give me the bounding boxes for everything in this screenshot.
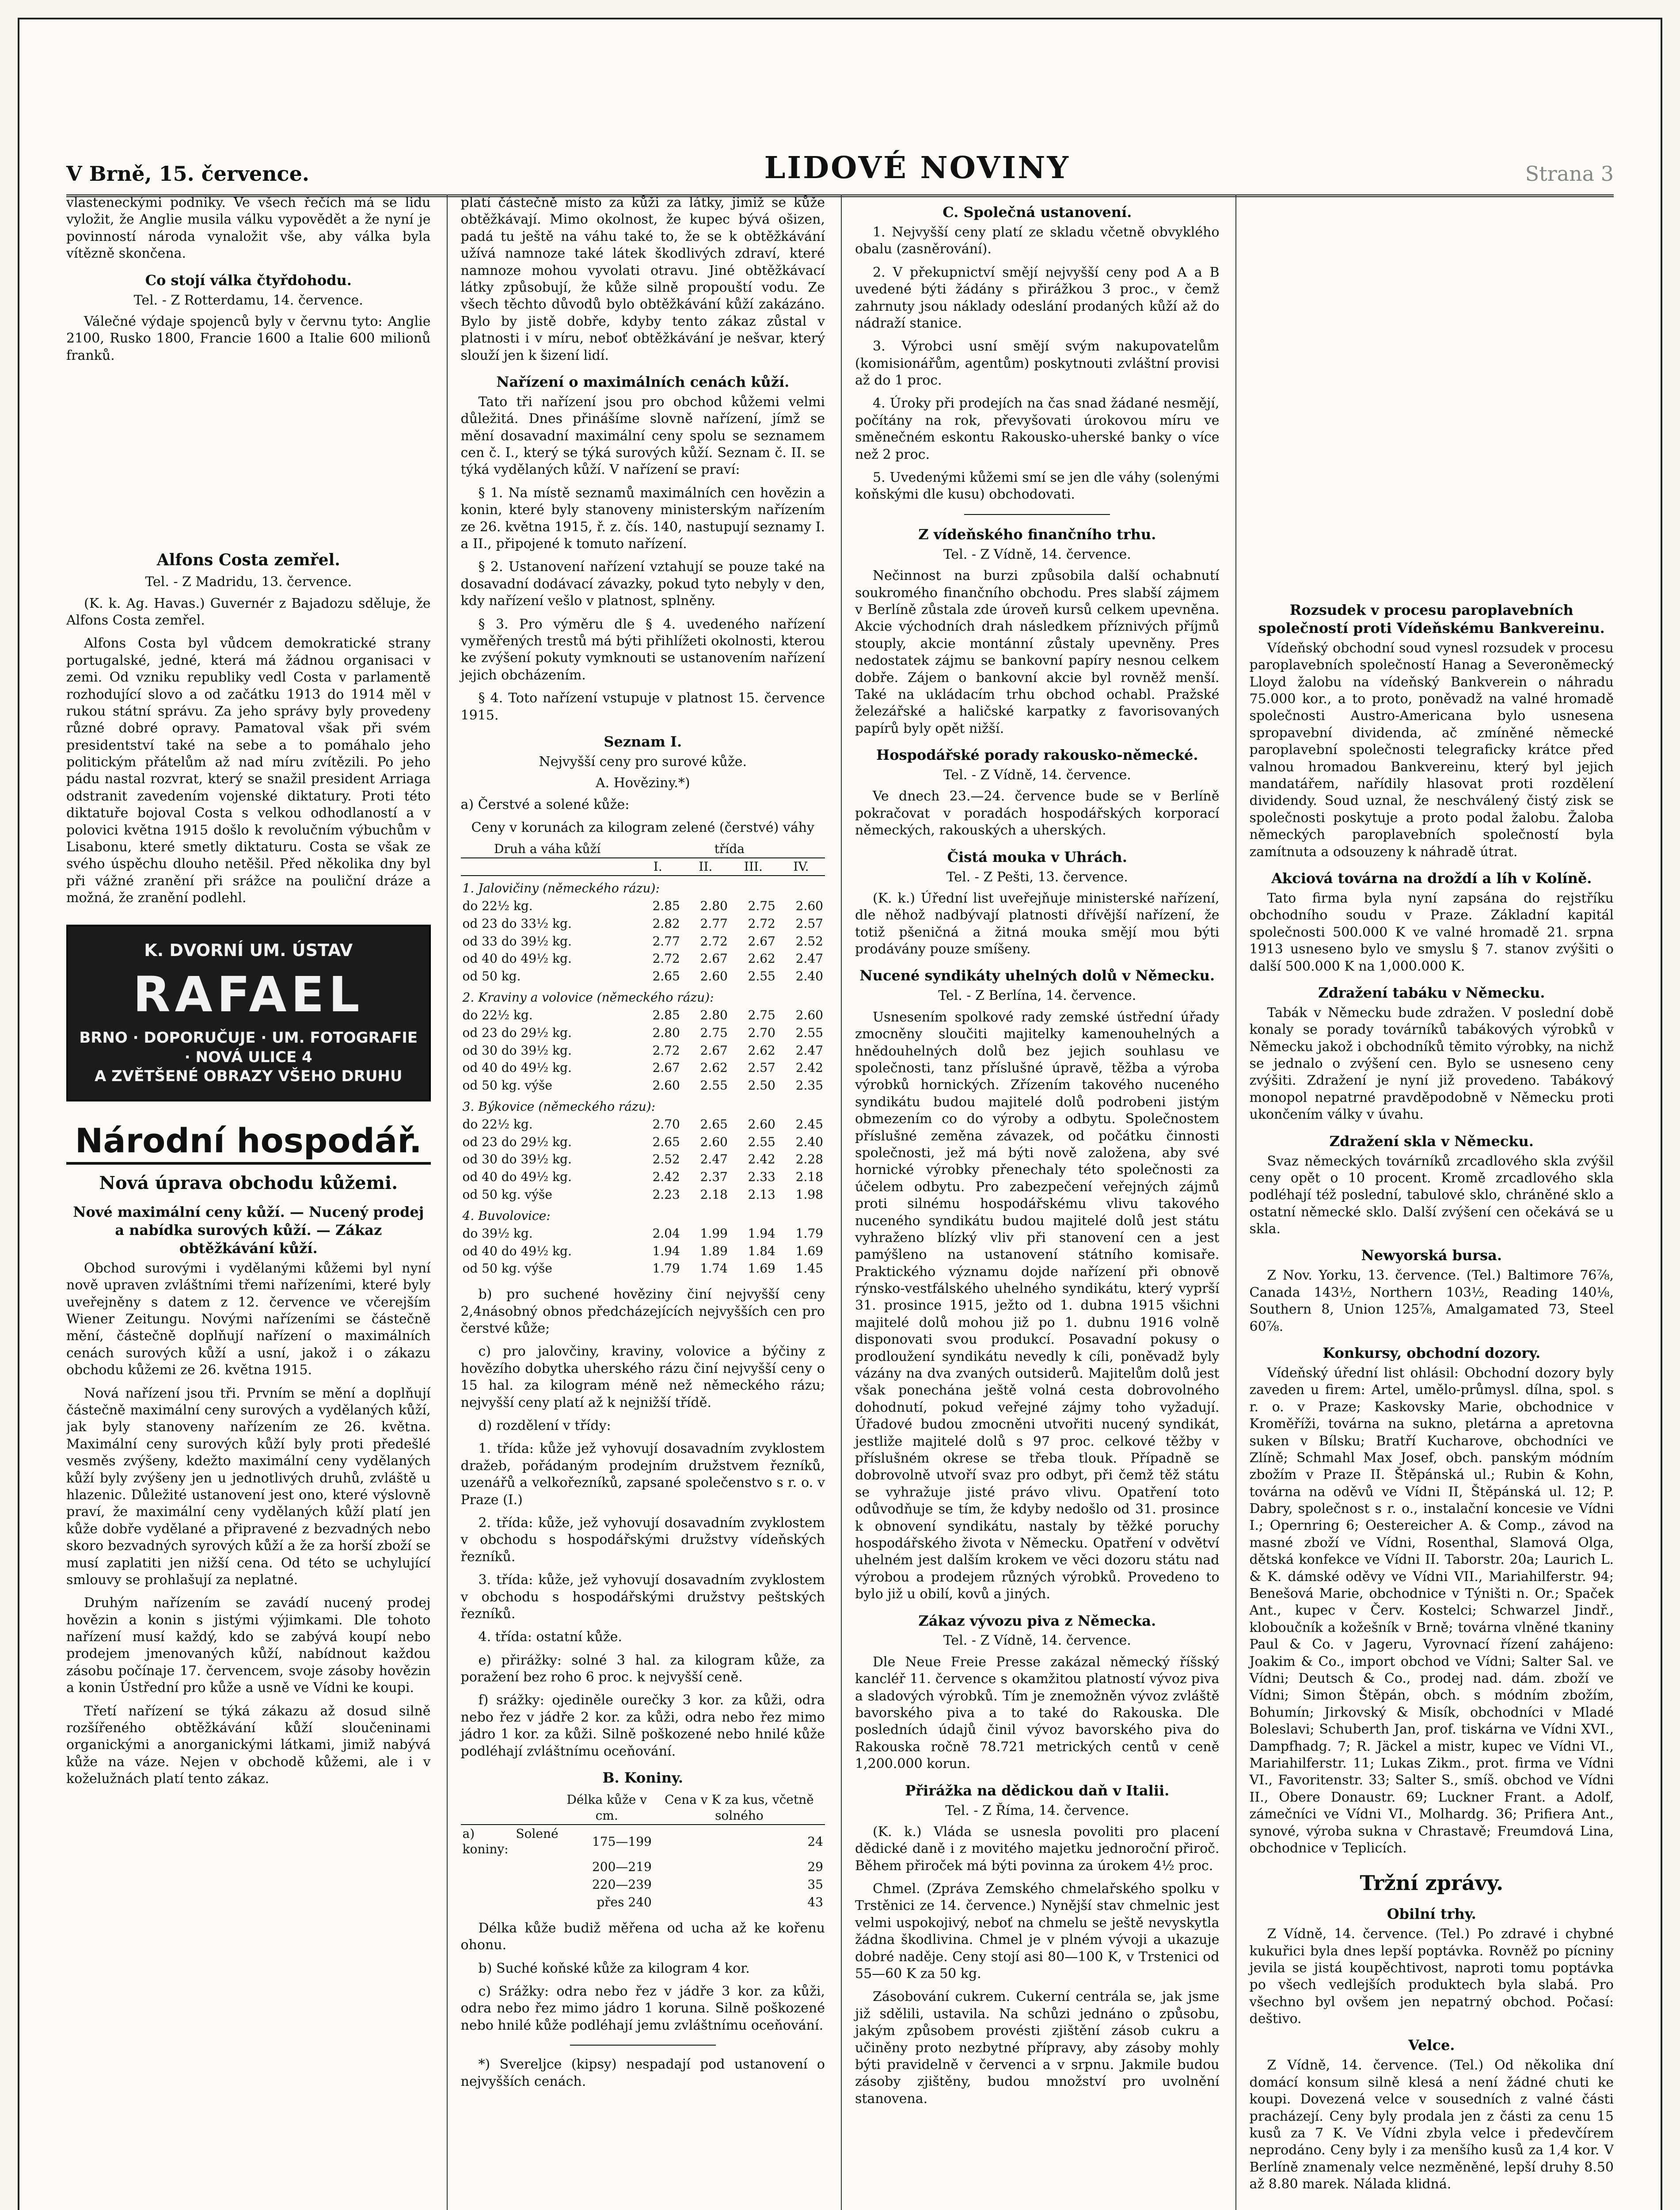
table-cell: 2.70 bbox=[748, 1025, 775, 1040]
table-cell: 2.42 bbox=[795, 1060, 823, 1075]
table-cell: 2.85 bbox=[652, 898, 680, 913]
table-cell: od 40 do 49½ kg. bbox=[462, 1060, 572, 1075]
article-headline: Nucené syndikáty uhelných dolů v Německu. bbox=[859, 967, 1215, 984]
table-cell: 2.42 bbox=[748, 1152, 775, 1167]
column-4 bbox=[1235, 194, 1614, 2210]
table-cell: 2.65 bbox=[652, 1134, 680, 1149]
table-row bbox=[461, 1825, 825, 1859]
article-text: Nečinnost na burzi způsobila další ochabnutí soukromého finančního obchodu. Pres slabší zájmem v Berlíně zůstala zde úroveň kursů celkem upevněna. Akcie východních drah následkem příznivých příjmů stouply, akcie montánní zůstaly upevněny. Pres nedostatek zájmu se bankovní papíry nesnou celkem dobře. Zájem o bankovní akcie byl rovněž menší. Také na ukládacím trhu obchod ochabl. Pražské železářské a haličské karpatky z favorisovaných papírů byly opět nižší. bbox=[855, 568, 1220, 736]
table-row bbox=[461, 897, 825, 915]
article-headline: Velce. bbox=[1408, 2037, 1455, 2054]
table-cell: 2.47 bbox=[700, 1152, 728, 1167]
table-cell: 2.40 bbox=[795, 1134, 823, 1149]
table-cell: 2.57 bbox=[748, 1060, 775, 1075]
article-subheadline: Nové maximální ceny kůží. — Nucený prodej a nabídka surových kůží. — Zákaz obtěžkávání kůží. bbox=[73, 1204, 424, 1257]
article-text: c) pro jalovčiny, kraviny, volovice a býčiny z hovězího dobytka uherského rázu činí nejvyšší ceny o 15 hal. za kilogram méně než německého rázu; nejvyšší ceny platí až k nejnižší třídě. bbox=[460, 1344, 825, 1410]
table-group-label: 2. Kraviny a volovice (německého rázu): bbox=[462, 990, 714, 1005]
table-cell: 2.62 bbox=[748, 1043, 775, 1058]
column-2 bbox=[447, 194, 825, 2210]
article-text: Z Nov. Yorku, 13. července. (Tel.) Baltimore 76⅞, Canada 143½, Northern 103½, Reading 140⅛, Southern 8, Union 125⅞, Amalgamated 73, Steel 60⅞. bbox=[1249, 1268, 1614, 1334]
newspaper-title: LIDOVÉ NOVINY bbox=[764, 150, 1070, 186]
table-cell: od 40 do 49½ kg. bbox=[462, 1170, 572, 1185]
table-cell: 43 bbox=[807, 1894, 823, 1909]
article-text: § 2. Ustanovení nařízení vztahují se pouze také na dosavadní dodávací závazky, pokud tyto nebyly v den, kdy nařízení vešlo v platnost, splněny. bbox=[460, 559, 825, 609]
article-text: Svaz německých továrníků zrcadlového skla zvýšil ceny opět o 10 procent. Kromě zrcadlového skla podléhají též poslední, tabulové sklo, chráněné sklo a ostatní německé sklo. Další zvýšení cen očekává se u skla. bbox=[1249, 1153, 1614, 1237]
table-cell: 2.70 bbox=[652, 1116, 680, 1132]
table-cell: 2.60 bbox=[700, 1134, 728, 1149]
article-dateline: Tel. - Z Madridu, 13. července. bbox=[145, 574, 352, 590]
article-headline: C. Společná ustanovení. bbox=[943, 204, 1132, 221]
table-cell: 2.35 bbox=[795, 1078, 823, 1093]
table-cell: 2.80 bbox=[700, 898, 728, 913]
table-row bbox=[461, 1059, 825, 1077]
article-dateline: Tel. - Z Vídně, 14. července. bbox=[943, 546, 1131, 562]
price-table bbox=[461, 841, 825, 1277]
article-text: Vídeňský obchodní soud vynesl rozsudek v procesu paroplavebních společností Hanag a Severoněmecký Lloyd žalobu na vídeňský Bankverein o náhradu 75.000 kor., a to proto, poněvadž na valné hromadě společnosti Austro-Americana bylo usnesena spropavební dividenda, ač zmíněné německé paroplavební společnosti telegraficky krátce před valnou hromadou Bankvereinu, který byl jejich mandatářem, nařídily hlasovat proti rozdělení dividendy. Soud uznal, že neschválený čistý zisk se společnosti poskytuje a proto podal žalobu. Žaloba německých paroplavebních společností byla zamítnuta a odsouzeny k náhradě útrat. bbox=[1249, 640, 1614, 860]
table-cell bbox=[461, 1858, 560, 1876]
table-cell bbox=[461, 1894, 560, 1911]
article-headline: Z vídeňského finančního trhu. bbox=[918, 526, 1156, 543]
article-text: 3. třída: kůže, jež vyhovují dosavadním zvyklostem v obchodu s hospodářskými družstvy peštských řezníků. bbox=[460, 1572, 825, 1622]
page-number: Strana 3 bbox=[1525, 162, 1614, 186]
article-text: 2. V překupnictví smějí nejvyšší ceny pod A a B uvedené býti žádány s přirážkou 3 proc., v čemž zahrnuty jsou náklady odeslání prodaných kůží až do nádraží stanice. bbox=[855, 264, 1220, 331]
article-continuation: platí částečně místo za kůži za látky, jimiž se kůže obtěžkávají. Mimo okolnost, že kupec bývá ošizen, padá tu ještě na váhu také to, že se k obtěžkávání užívá namnoze také látek škodlivých zdraví, které namnoze mohou vyvolati otravu. Jiné obtěžkávací látky způsobují, že kůže silně propouští vodu. Ze všech těchto důvodů bylo obtěžkávání kůží zakázáno. Bylo by jistě dobře, kdyby tento zákaz zůstal v platnosti i v míru, neboť obtěžkávání je nešvar, který slouží jen k šizení lidí. bbox=[460, 195, 825, 363]
article-dateline: Tel. - Z Vídně, 14. července. bbox=[943, 1633, 1131, 1649]
table-cell: od 50 kg. výše bbox=[462, 1187, 552, 1202]
column-gap bbox=[66, 370, 431, 538]
ad-brand: RAFAEL bbox=[133, 966, 364, 1023]
table-row bbox=[461, 1077, 825, 1094]
table-cell: 2.62 bbox=[700, 1060, 728, 1075]
table-row bbox=[461, 1260, 825, 1277]
table-cell: 2.67 bbox=[700, 1043, 728, 1058]
table-cell: 2.37 bbox=[700, 1170, 728, 1185]
article-text: § 4. Toto nařízení vstupuje v platnost 15. července 1915. bbox=[460, 690, 825, 723]
article-text: Z Vídně, 14. července. (Tel.) Od několika dní domácí konsum silně klesá a není žádné chuti ke koupi. Dovezená velce v sousedních z valné části pracházejí. Ceny byly prodala jen z části za cenu 15 kusů za 7 K. Ve Vídni zbyla velce i předevčírem neprodáno. Ceny byly i za menšího kusů za 1,4 kor. V Berlíně znamenaly velce nezměněné, lepší druhy 8.50 až 8.80 marek. Nálada klidná. bbox=[1249, 2058, 1614, 2192]
masthead bbox=[66, 133, 1614, 197]
table-cell: 2.67 bbox=[700, 951, 728, 966]
table-cell: 2.60 bbox=[748, 1116, 775, 1132]
table-cell: od 30 do 39½ kg. bbox=[462, 1152, 572, 1167]
table-cell: 2.77 bbox=[652, 934, 680, 949]
article-text: (K. k. Ag. Havas.) Guvernér z Bajadozu sděluje, že Alfons Costa zemřel. bbox=[66, 595, 431, 628]
table-cell: 2.47 bbox=[795, 1043, 823, 1058]
table-cell: 2.55 bbox=[748, 1134, 775, 1149]
article-text: § 3. Pro výměru dle § 4. uvedeného nařízení vyměřených trestů má býti přihlížeti okolnosti, kterou ke zvýšení pokuty vymknouti se ustanovením nařízení jejich obcházením. bbox=[460, 616, 825, 683]
table-cell: 2.18 bbox=[795, 1170, 823, 1185]
table-cell: 2.80 bbox=[652, 1025, 680, 1040]
table-cell: 2.52 bbox=[795, 934, 823, 949]
table-cell: 1.94 bbox=[748, 1226, 775, 1241]
table-cell: 2.72 bbox=[652, 951, 680, 966]
table-group-label: 3. Býkovice (německého rázu): bbox=[462, 1099, 656, 1114]
table-row bbox=[461, 1858, 825, 1876]
article-text: Usnesením spolkové rady zemské ústřední úřady zmocněny sloučiti majitelky kamenouhelných a hnědouhelných dolů bez jejich souhlasu ve společnosti, tanz příslušné úpravě, těžba a výroba výrobků hornických. Zřízením takového nuceného syndikátu budou majitelé dolů podrobeni jistým obmezením co do výroby a odbytu. Společnostem příslušné zeměna závazek, od počátku činnosti společnosti, jež má býti nově založena, aby své hornické výrobky přenechaly této společnosti za účelem odbytu. Pro zabezpečení veřejných zájmů proti silnému hospodářskému vlivu takového nuceného syndikátu budou majitelé dolů jest státu vyhraženo blízký vliv při stanovení cen a jest pamýšleno na ustanovení státního komisaře. Praktického významu dojde nařízení při obnově rýnsko-vestfálského uhelného syndikátu, který vyprší 31. prosince 1915, ježto od 1. dubna 1915 všichni majitelé dolů mohou již po 1. dubnu 1916 volně disponovati svou produkcí. Posavadní pokusy o prodloužení syndikátu nevedly k cíli, poněvadž byly vázány na dva zvaných outsiderů. Majitelům dolů jest však ponechána ještě volná cesta dobrovolného dohodnutí, pokud veřejné zájmy toho vyžadují. Úřadové budou zmocněni utvořiti nucený syndikát, jestliže majitelé dolů s 97 proc. celkové těžby v příslušném okrese se třeba tlouk. Případně se dobrovolně utvoří svaz pro odbyt, při čemž těž státu se vyhražuje jisté právo vlivu. Opatření toto odůvodňuje se tím, že kdyby nedošlo od 31. prosince k obnovení syndikátu, nastaly by těžké poruchy hospodářského života v Německu. Opatření v odvětví uhelném jest dalším krokem ve věci dozoru státu nad výrobou a prodejem různých výrobků. Provedeno to bylo již u obilí, kovů a jiných. bbox=[855, 1009, 1220, 1602]
table-cell: 2.67 bbox=[652, 1060, 680, 1075]
table-cell: 2.82 bbox=[652, 916, 680, 931]
table-cell: 200—219 bbox=[592, 1859, 652, 1875]
table-header: I. bbox=[634, 858, 682, 876]
table-cell: do 39½ kg. bbox=[462, 1226, 533, 1241]
table-cell bbox=[461, 1876, 560, 1894]
table-row bbox=[461, 1151, 825, 1168]
article-headline: Čistá mouka v Uhrách. bbox=[947, 848, 1127, 865]
section-heading: Tržní zprávy. bbox=[1360, 1871, 1504, 1895]
table-header: třída bbox=[634, 841, 825, 858]
article-text: Vídeňský úřední list ohlásil: Obchodní dozory byly zaveden u firem: Artel, umělo-průmysl. dílna, spol. s r. o. v Praze; Kaskovsky Marie, obchodnice v Kroměříži, továrna na sukno, pletárna a apretovna suken v Bílsku; Bratří Kucharove, obchodníci ve Zlíně; Schmahl Max Josef, obch. panským módním zbožím v Praze II. Štěpánská ul.; Rubin & Kohn, továrna na oděvů ve Vídni II, Štěpánská ul. 12; P. Dabry, společnost s r. o., instalační koncesie ve Vídni I.; Opernring 6; Oestereicher A. & Comp., závod na masné zboží ve Vídni, Rosenthal, Slamová Olga, dětská konfekce ve Vídni II. Taborstr. 20a; Laurich L. & K. dámské oděvy ve Vídni VII., Mariahilferstr. 94; Benešová Marie, obchodnice v Týništi n. Or.; Spaček Ant., kupec v Červ. Kostelci; Schwarzel Jindř., kloboučník a kožešník v Brně; továrna vlněné tkaniny Paul & Co. v Jageru, Vyrovnací řízení zahájeno: Joakim & Co., import obchod ve Vídni; Salter Sal. ve Vídni; Deutsch & Co., prodej nad. dám. zboží ve Vídni; Simon Štěpán, obch. s módním zbožím, Bohumín; Jirkovský & Misík, obchodníci v Mladé Boleslavi; Schuberth Jan, prof. tiskárna ve Vídni XVI., Dampfhadg. 7; R. Jäckel a mistr, kupec ve Vídni VI., Mariahilferstr. 11; Lukas Zikm., prot. firma ve Vídni VI., Favoritenstr. 33; Salter S., smíš. obchod ve Vídni II., Obere Donaustr. 69; Luckner Frant. a Adolf, zámečníci ve Vídni VI., Molhardg. 36; Prifiera Ant., synové, výroba sukna v Chrastavě; Freumdová Lina, obchodnice v Teplicích. bbox=[1249, 1365, 1614, 1856]
section-subheading: B. Koniny. bbox=[602, 1769, 684, 1787]
table-cell: 2.55 bbox=[700, 1078, 728, 1093]
table-cell: 2.18 bbox=[700, 1187, 728, 1202]
table-cell: 2.62 bbox=[748, 951, 775, 966]
article-headline: Přirážka na dědickou daň v Italii. bbox=[905, 1782, 1170, 1799]
ad-line: A ZVĚTŠENÉ OBRAZY VŠEHO DRUHU bbox=[95, 1067, 403, 1086]
article-headline: Nařízení o maximálních cenách kůží. bbox=[496, 373, 790, 390]
table-cell: 2.57 bbox=[795, 916, 823, 931]
table-cell: 1.45 bbox=[795, 1261, 823, 1276]
table-cell: 2.47 bbox=[795, 951, 823, 966]
table-cell: 2.55 bbox=[748, 969, 775, 984]
table-row bbox=[461, 1225, 825, 1242]
table-cell: od 23 do 29½ kg. bbox=[462, 1134, 572, 1149]
table-cell: od 50 kg. bbox=[462, 969, 521, 984]
table-group-label: 1. Jalovičiny (německého rázu): bbox=[462, 881, 660, 896]
article-headline: Nová úprava obchodu kůžemi. bbox=[99, 1172, 398, 1193]
table-cell: do 22½ kg. bbox=[462, 898, 533, 913]
table-row bbox=[461, 1186, 825, 1204]
table-cell: 1.69 bbox=[748, 1261, 775, 1276]
table-cell: od 23 do 29½ kg. bbox=[462, 1025, 572, 1040]
table-cell: 2.75 bbox=[748, 898, 775, 913]
table-cell: 2.85 bbox=[652, 1007, 680, 1022]
section-heading: Národní hospodář. bbox=[66, 1119, 431, 1165]
table-row bbox=[461, 1242, 825, 1260]
article-text: Tato tři nařízení jsou pro obchod kůžemi velmi důležitá. Dnes přinášíme slovně nařízení, jímž se mění dosavadní maximální ceny spolu se seznamem cen č. I., který se týká surových kůží. Seznam č. II. se týká vydělaných kůží. V nařízení se praví: bbox=[460, 394, 825, 478]
table-cell: od 33 do 39½ kg. bbox=[462, 934, 572, 949]
table-cell: 2.72 bbox=[748, 916, 775, 931]
article-text: Ve dnech 23.—24. července bude se v Berlíně pokračovat v poradách hospodářských korporací německých, rakouských a uherských. bbox=[855, 789, 1220, 838]
list-subheadline: Nejvyšší ceny pro surové kůže. bbox=[539, 754, 747, 770]
article-headline: Hospodářské porady rakousko-německé. bbox=[876, 747, 1198, 764]
ad-line: K. DVORNÍ UM. ÚSTAV bbox=[144, 940, 353, 960]
table-row bbox=[461, 968, 825, 985]
table-cell: 1.89 bbox=[700, 1243, 728, 1258]
table-cell: do 22½ kg. bbox=[462, 1116, 533, 1132]
article-headline: Zdražení tabáku v Německu. bbox=[1318, 984, 1545, 1001]
article-text: Chmel. (Zpráva Zemského chmelařského spolku v Trstěnici ze 14. července.) Nynější stav chmelnic jest velmi uspokojivý, neboť na chmelu se ještě nevyskytla žádna škodlivina. Chmel je v plném vývoji a ukazuje dobré naděje. Ceny stojí asi 80—100 K, v Trstenici od 55—60 K za 50 kg. bbox=[855, 1881, 1220, 1982]
article-text: § 1. Na místě seznamů maximálních cen hovězin a konin, které byly stanoveny ministerským nařízením ze 26. května 1915, ř. z. čís. 140, nastupují seznamy I. a II., připojené k tomuto nařízení. bbox=[460, 485, 825, 552]
table-cell: 2.65 bbox=[652, 969, 680, 984]
divider bbox=[570, 2045, 716, 2046]
table-caption: Ceny v korunách za kilogram zelené (čerstvé) váhy bbox=[471, 820, 814, 836]
article-text: Dle Neue Freie Presse zakázal německý říšský kancléř 11. července s okamžitou platností vývoz piva a sladových výrobků. Tím je znemožněn vývoz zvláště bavorského piva a to také do Rakouska. Dle posledních údajů činil vývoz bavorského piva do Rakouska ročně 78.721 metrických centů v ceně 1,200.000 korun. bbox=[855, 1654, 1220, 1772]
table-cell: 2.72 bbox=[700, 934, 728, 949]
table-cell: 2.23 bbox=[652, 1187, 680, 1202]
table-header: Délka kůže v cm. bbox=[560, 1791, 654, 1825]
article-continuation: vlasteneckými podniky. Ve všech řečích má se lidu vyložit, že Anglie musila válku vypovědět a že nyní je povinností národa vynaložit vše, aby válka byla vítězně skončena. bbox=[66, 195, 431, 262]
dateline: V Brně, 15. července. bbox=[66, 162, 309, 186]
table-header: Cena v K za kus, včetně solného bbox=[654, 1791, 825, 1825]
konin-table bbox=[461, 1791, 825, 1911]
table-header: Druh a váha kůží bbox=[461, 841, 634, 858]
table-cell: 1.79 bbox=[652, 1261, 680, 1276]
article-text: 3. Výrobci usní smějí svým nakupovatelům (komisionářům, agentům) poskytnouti zvláštní provisi až do 1 proc. bbox=[855, 339, 1220, 389]
table-cell: 2.65 bbox=[700, 1116, 728, 1132]
article-headline: Rozsudek v procesu paroplavebních společností proti Vídeňskému Bankvereinu. bbox=[1258, 602, 1605, 636]
table-cell: 2.40 bbox=[795, 969, 823, 984]
article-text: f) srážky: ojediněle ourečky 3 kor. za kůži, odra nebo řez v jádře 2 kor. za kůži, odra nebo řez mimo jádro 1 kor. za kůži. Silně poškozené nebo hnilé kůže podléhají zvláštnímu oceňování. bbox=[460, 1692, 825, 1759]
article-text: e) přirážky: solné 3 hal. za kilogram kůže, za poražení bez roho 6 proc. k nejvyšší ceně. bbox=[460, 1652, 825, 1685]
table-cell: od 40 do 49½ kg. bbox=[462, 951, 572, 966]
table-cell: 2.80 bbox=[700, 1007, 728, 1022]
column-1 bbox=[66, 194, 431, 2210]
table-cell: 2.45 bbox=[795, 1116, 823, 1132]
article-text: c) Srážky: odra nebo řez v jádře 3 kor. za kůži, odra nebo řez mimo jádro 1 koruna. Silně poškozené nebo hnilé kůže podléhají jemu zvláštnímu oceňování. bbox=[460, 1983, 825, 2033]
article-text: Zásobování cukrem. Cukerní centrála se, jak jsme již sdělili, ustavila. Na schůzi jednáno o způsobu, jakým způsobem provésti zjištění zásob cukru a učiněny proto nezbytné přípravy, aby zásoby mohly býti pravidelně v červenci a v srpnu. Jakmile budou zásoby zjištěny, budou množství pro uvolnění stanovena. bbox=[855, 1989, 1220, 2107]
article-text: 1. třída: kůže jež vyhovují dosavadním zvyklostem dražeb, pořádaným prodejním družstvem řezníků, uzenářů a velkořezníků, zapsané společenstvo s r. o. v Praze (I.) bbox=[460, 1441, 825, 1508]
table-cell: 2.75 bbox=[700, 1025, 728, 1040]
article-dateline: Tel. - Z Vídně, 14. července. bbox=[943, 767, 1131, 783]
section-subheading: A. Hověziny.*) bbox=[595, 775, 690, 791]
article-text: Z Vídně, 14. července. (Tel.) Po zdravé i chybné kukuřici byla dnes lepší poptávka. Rovněž po pícniny jevila se jistá koupěchtivost, naproti tomu poptávka po všech vedlejších produktech byla slabá. Pro všechno byl ovšem jen nepatrný obchod. Počasí: deštivo. bbox=[1249, 1926, 1614, 2027]
table-cell: od 50 kg. výše bbox=[462, 1078, 552, 1093]
table-row bbox=[461, 1168, 825, 1186]
article-text: Třetí nařízení se týká zákazu až dosud silně rozšířeného obtěžkávání kůží sloučeninami organickými a anorganickými látkami, jimiž nabývá kůže na váze. Nejen v obchodě kůžemi, ale i v koželužnách platí tento zákaz. bbox=[66, 1703, 431, 1787]
table-row bbox=[461, 1042, 825, 1059]
columns bbox=[66, 194, 1614, 2210]
table-cell: 2.75 bbox=[748, 1007, 775, 1022]
table-cell: do 22½ kg. bbox=[462, 1007, 533, 1022]
ad-line: BRNO · DOPORUČUJE · UM. FOTOGRAFIE · NOVÁ ULICE 4 bbox=[79, 1029, 418, 1066]
article-dateline: Tel. - Z Říma, 14. července. bbox=[945, 1802, 1129, 1818]
article-headline: Akciová továrna na droždí a líh v Kolíně. bbox=[1271, 869, 1592, 887]
table-cell: 1.74 bbox=[700, 1261, 728, 1276]
table-cell: 2.52 bbox=[652, 1152, 680, 1167]
article-headline: Co stojí válka čtyřdohodu. bbox=[145, 271, 352, 289]
table-cell: 1.84 bbox=[748, 1243, 775, 1258]
table-cell: 2.33 bbox=[748, 1170, 775, 1185]
table-cell: 2.28 bbox=[795, 1152, 823, 1167]
table-cell: 2.50 bbox=[748, 1078, 775, 1093]
article-text: Druhým nařízením se zavádí nucený prodej hovězin a konin s jistými výjimkami. Dle tohoto nařízení musí každý, kdo se zabývá koupí nebo prodejem jmenovaných kůží, nabídnout každou zásobu počínaje 17. červencem, svoje zásoby hovězin a konin Ústřední pro kůže a usně ve Vídni ke koupi. bbox=[66, 1595, 431, 1696]
article-text: 4. Úroky při prodejích na čas snad žádané nesmějí, počítány na rok, převyšovati úrokovou míru ve směnečném eskontu Rakousko-uherské banky o více než 2 proc. bbox=[855, 396, 1220, 462]
footnote: *) Svereljce (kipsy) nespadají pod ustanovení o nejvyšších cenách. bbox=[460, 2057, 825, 2089]
table-row bbox=[461, 1006, 825, 1024]
divider bbox=[964, 514, 1110, 515]
advertisement-rafael bbox=[66, 925, 431, 1101]
table-row bbox=[461, 950, 825, 968]
table-cell: 24 bbox=[807, 1834, 823, 1849]
article-headline: Zdražení skla v Německu. bbox=[1329, 1132, 1534, 1150]
table-cell: od 30 do 39½ kg. bbox=[462, 1043, 572, 1058]
article-text: 1. Nejvyšší ceny platí ze skladu včetně obvyklého obalu (zasněrování). bbox=[855, 224, 1220, 257]
table-cell: přes 240 bbox=[597, 1894, 652, 1909]
article-text: 2. třída: kůže, jež vyhovují dosavadním zvyklostem v obchodu s hospodářskými družstvy vídeňských řezníků. bbox=[460, 1515, 825, 1565]
table-row bbox=[461, 1024, 825, 1042]
article-text: (K. k.) Úřední list uveřejňuje ministerské nařízení, dle něhož nadbývají platnosti dřívější nařízení, že totiž pšeničná a žitná mouka smějí mou býti prodávány pouze smíšeny. bbox=[855, 890, 1220, 957]
article-text: b) pro suchené hověziny činí nejvyšší ceny 2,4násobný obnos předcházejících nejvyšších cen pro čerstvé kůže; bbox=[460, 1287, 825, 1337]
article-text: (K. k.) Vláda se usnesla povoliti pro placení dědické daně i z movitého majetku jednoroční přiroč. Během přiroček má býti povinna za úrokem 4½ proc. bbox=[855, 1824, 1220, 1874]
table-cell: 2.77 bbox=[700, 916, 728, 931]
table-cell: 1.98 bbox=[795, 1187, 823, 1202]
article-dateline: Tel. - Z Berlína, 14. července. bbox=[938, 988, 1136, 1004]
table-cell: od 50 kg. výše bbox=[462, 1261, 552, 1276]
article-text: Nová nařízení jsou tři. Prvním se mění a doplňují částečně maximální ceny surových a vydělaných kůží, jak byly stanoveny nařízením ze 26. května. Maximální ceny surových kůží byly proti předešlé vesměs zvýšeny, kdežto maximální ceny vydělaných kůží byly zvýšeny jen u jednotlivých druhů, zvláště u hlazenic. Důležité ustanovení jest ono, které výslovně praví, že maximální ceny vydělaných kůží platí jen kůže dobře vydělané a připravené z bezvadných nebo skoro bezvadných syrových kůží a že za horší zboží se musí zaplatiti jen nižší cena. Od této se uchylující smlouvy se prohlašují za neplatné. bbox=[66, 1385, 431, 1588]
table-cell: 1.99 bbox=[700, 1226, 728, 1241]
table-cell: 220—239 bbox=[592, 1877, 652, 1892]
table-cell: od 23 do 33½ kg. bbox=[462, 916, 572, 931]
table-cell: 1.69 bbox=[795, 1243, 823, 1258]
article-text: 4. třída: ostatní kůže. bbox=[478, 1629, 622, 1645]
table-row bbox=[461, 1876, 825, 1894]
table-cell: 2.13 bbox=[748, 1187, 775, 1202]
article-headline: Newyorská bursa. bbox=[1361, 1247, 1502, 1264]
article-text: b) Suché koňské kůže za kilogram 4 kor. bbox=[478, 1960, 750, 1976]
article-dateline: Tel. - Z Rotterdamu, 14. července. bbox=[133, 292, 363, 308]
article-text: Obchod surovými i vydělanými kůžemi byl nyní nově upraven zvláštními třemi nařízeními, které byly uveřejněny s datem z 12. července ve včerejším Wiener Zeitungu. Novými nařízeními se částečně mění, částečně doplňují nařízení o maximálních cenách surových kůží a usní, jakož i o zákazu obchodu kůžemi ze 26. května 1915. bbox=[66, 1260, 431, 1378]
article-text: a) Čerstvé a solené kůže: bbox=[460, 796, 630, 812]
table-cell: 2.72 bbox=[652, 1043, 680, 1058]
article-text: d) rozdělení v třídy: bbox=[478, 1418, 611, 1434]
article-text: Tato firma byla nyní zapsána do rejstříku obchodního soudu v Praze. Základní kapitál společnosti 500.000 K ve valné hromadě 21. srpna 1913 usneseno bylo ve smyslu § 7. stanov zvýšiti o další 500.000 K na 1,000.000 K. bbox=[1249, 890, 1614, 974]
article-headline: Obilní trhy. bbox=[1387, 1905, 1476, 1923]
article-headline: Alfons Costa zemřel. bbox=[156, 551, 340, 570]
table-cell: 175—199 bbox=[592, 1834, 652, 1849]
table-header: III. bbox=[730, 858, 777, 876]
article-dateline: Tel. - Z Pešti, 13. července. bbox=[946, 869, 1128, 885]
table-row bbox=[461, 933, 825, 950]
article-headline: Konkursy, obchodní dozory. bbox=[1323, 1345, 1541, 1361]
table-group-label: 4. Buvolovice: bbox=[462, 1208, 551, 1223]
table-cell: od 40 do 49½ kg. bbox=[462, 1243, 572, 1258]
table-cell: a) Solené koniny: bbox=[462, 1826, 559, 1857]
table-cell: 2.55 bbox=[795, 1025, 823, 1040]
table-cell: 1.94 bbox=[652, 1243, 680, 1258]
article-text: Tabák v Německu bude zdražen. V poslední době konaly se porady továrníků tabákových výrobků v Německu jakož i obchodníků těmito výrobky, na nichž se jednalo o zvýšení cen. Bylo se usneseno ceny zvýšiti. Zdražení je nyní již provedeno. Tabákový monopol nepatrné pravděpodobně v Německu proti ukončením války v úvahu. bbox=[1249, 1005, 1614, 1123]
table-cell: 2.42 bbox=[652, 1170, 680, 1185]
table-cell: 2.60 bbox=[795, 1007, 823, 1022]
table-cell: 2.60 bbox=[652, 1078, 680, 1093]
table-row bbox=[461, 1116, 825, 1133]
table-header: II. bbox=[682, 858, 730, 876]
table-cell: 2.67 bbox=[748, 934, 775, 949]
table-header: IV. bbox=[777, 858, 825, 876]
table-cell: 2.60 bbox=[795, 898, 823, 913]
table-row bbox=[461, 1894, 825, 1911]
table-cell: 1.79 bbox=[795, 1226, 823, 1241]
table-cell: 29 bbox=[807, 1859, 823, 1875]
column-3 bbox=[841, 194, 1220, 2210]
table-cell: 2.60 bbox=[700, 969, 728, 984]
table-cell: 2.04 bbox=[652, 1226, 680, 1241]
article-text: Alfons Costa byl vůdcem demokratické strany portugalské, jedné, která má žádnou organisaci v zemi. Od vzniku republiky vedl Costa v parlamentě rozhodující slovo a od začátku 1913 do 1914 měl v rukou státní správu. Za jeho správy byly provedeny různé dobré opravy. Pamatoval však při svém presidentství také na sebe a to pomáhalo jeho politickým přátelům až nad míru zvítězili. Po jeho pádu nastal rozvrat, který se snažil president Arriaga odstranit zavedením vojenské diktatury. Proti této diktatuře bojoval Costa s velkou odhodlaností a v polovici května 1915 došlo k revolučním výbuchům v Lisabonu, které smetly diktaturu. Costa se však ze svého úspěchu dlouho netěšil. Před několika dny byl při vážné zranění při srážce na pouliční dráze a možná, že zranění podlehl. bbox=[66, 636, 431, 906]
article-text: Válečné výdaje spojenců byly v červnu tyto: Anglie 2100, Rusko 1800, Francie 1600 a Italie 600 milionů franků. bbox=[66, 313, 431, 363]
table-row bbox=[461, 915, 825, 933]
column-gap bbox=[1250, 194, 1614, 592]
table-row bbox=[461, 1133, 825, 1151]
article-headline: Zákaz vývozu piva z Německa. bbox=[918, 1612, 1156, 1629]
article-text: Délka kůže budiž měřena od ucha až ke kořenu ohonu. bbox=[460, 1920, 825, 1953]
article-text: 5. Uvedenými kůžemi smí se jen dle váhy (solenými koňskými dle kusu) obchodovati. bbox=[855, 470, 1220, 503]
table-cell: 35 bbox=[807, 1877, 823, 1892]
list-headline: Seznam I. bbox=[604, 733, 682, 750]
